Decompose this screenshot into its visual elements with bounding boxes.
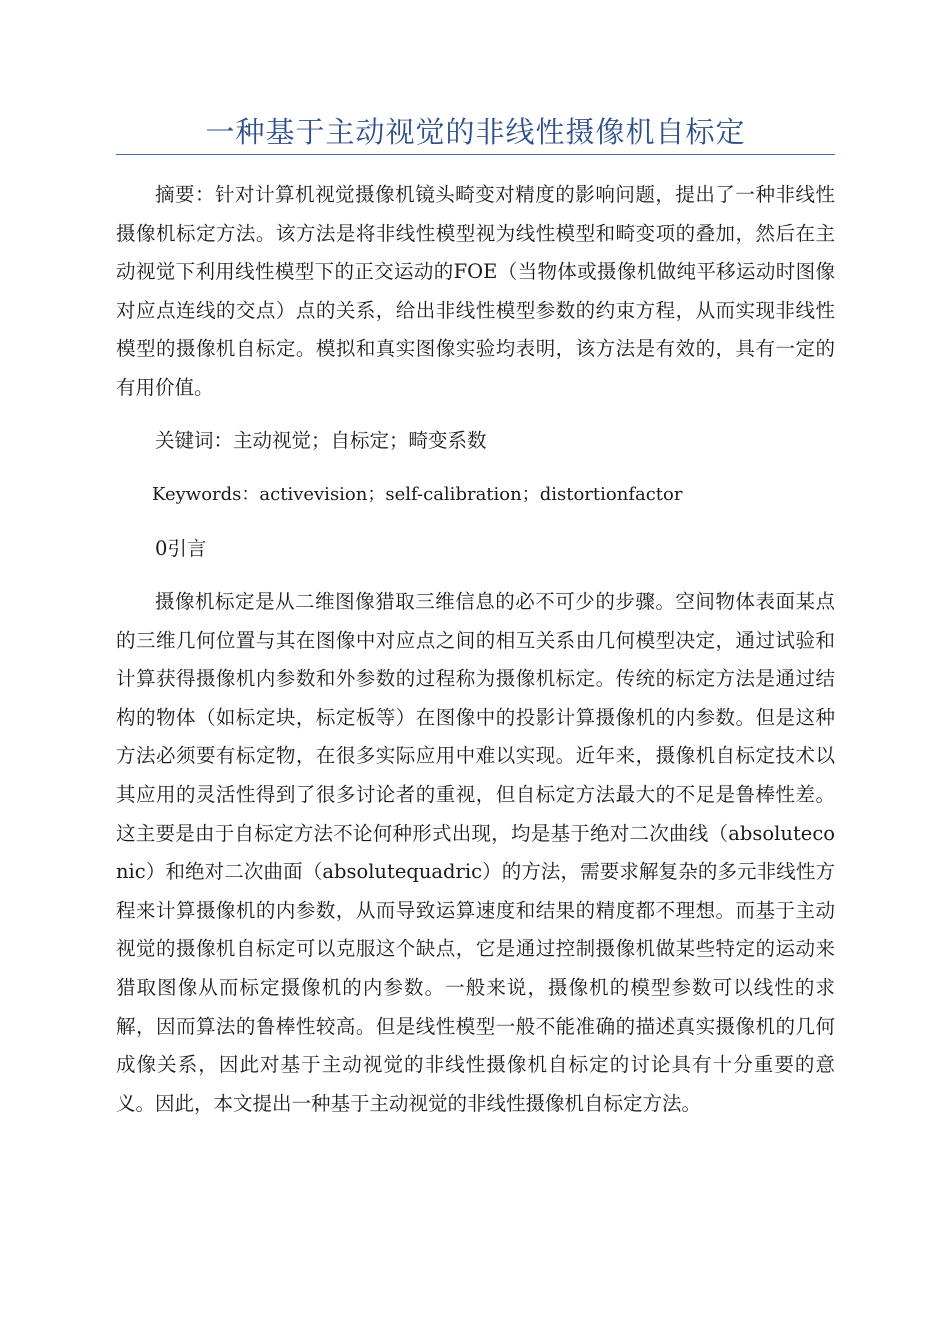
keywords-chinese: 关键词：主动视觉；自标定；畸变系数 xyxy=(155,429,487,452)
section-heading: 0引言 xyxy=(155,537,207,560)
keywords-english: Keywords：activevision；self-calibration；distortionfactor xyxy=(152,484,683,505)
title-underline xyxy=(116,154,835,155)
introduction-paragraph: 摄像机标定是从二维图像猎取三维信息的必不可少的步骤。空间物体表面某点的三维几何位置与其在图像中对应点之间的相互关系由几何模型决定，通过试验和计算获得摄像机内参数和外参数的过程称为摄像机标定。传统的标定方法是通过结构的物体（如标定块，标定板等）在图像中的投影计算摄像机的内参数。但是这种方法必须要有标定物，在很多实际应用中难以实现。近年来，摄像机自标定技术以其应用的灵活性得到了很多讨论者的重视，但自标定方法最大的不足是鲁棒性差。这主要是由于自标定方法不论何种形式出现，均是基于绝对二次曲线（absoluteconic）和绝对二次曲面（absolutequadric）的方法，需要求解复杂的多元非线性方程来计算摄像机的内参数，从而导致运算速度和结果的精度都不理想。而基于主动视觉的摄像机自标定可以克服这个缺点，它是通过控制摄像机做某些特定的运动来猎取图像从而标定摄像机的内参数。一般来说，摄像机的模型参数可以线性的求解，因而算法的鲁棒性较高。但是线性模型一般不能准确的描述真实摄像机的几何成像关系，因此对基于主动视觉的非线性摄像机自标定的讨论具有十分重要的意义。因此，本文提出一种基于主动视觉的非线性摄像机自标定方法。 xyxy=(116,590,835,1115)
abstract-paragraph: 摘要：针对计算机视觉摄像机镜头畸变对精度的影响问题，提出了一种非线性摄像机标定方法。该方法是将非线性模型视为线性模型和畸变项的叠加，然后在主动视觉下利用线性模型下的正交运动的FOE（当物体或摄像机做纯平移运动时图像对应点连线的交点）点的关系，给出非线性模型参数的约束方程，从而实现非线性模型的摄像机自标定。模拟和真实图像实验均表明，该方法是有效的，具有一定的有用价值。 xyxy=(116,183,835,399)
document-body xyxy=(116,176,835,1123)
document-title: 一种基于主动视觉的非线性摄像机自标定 xyxy=(205,115,746,149)
